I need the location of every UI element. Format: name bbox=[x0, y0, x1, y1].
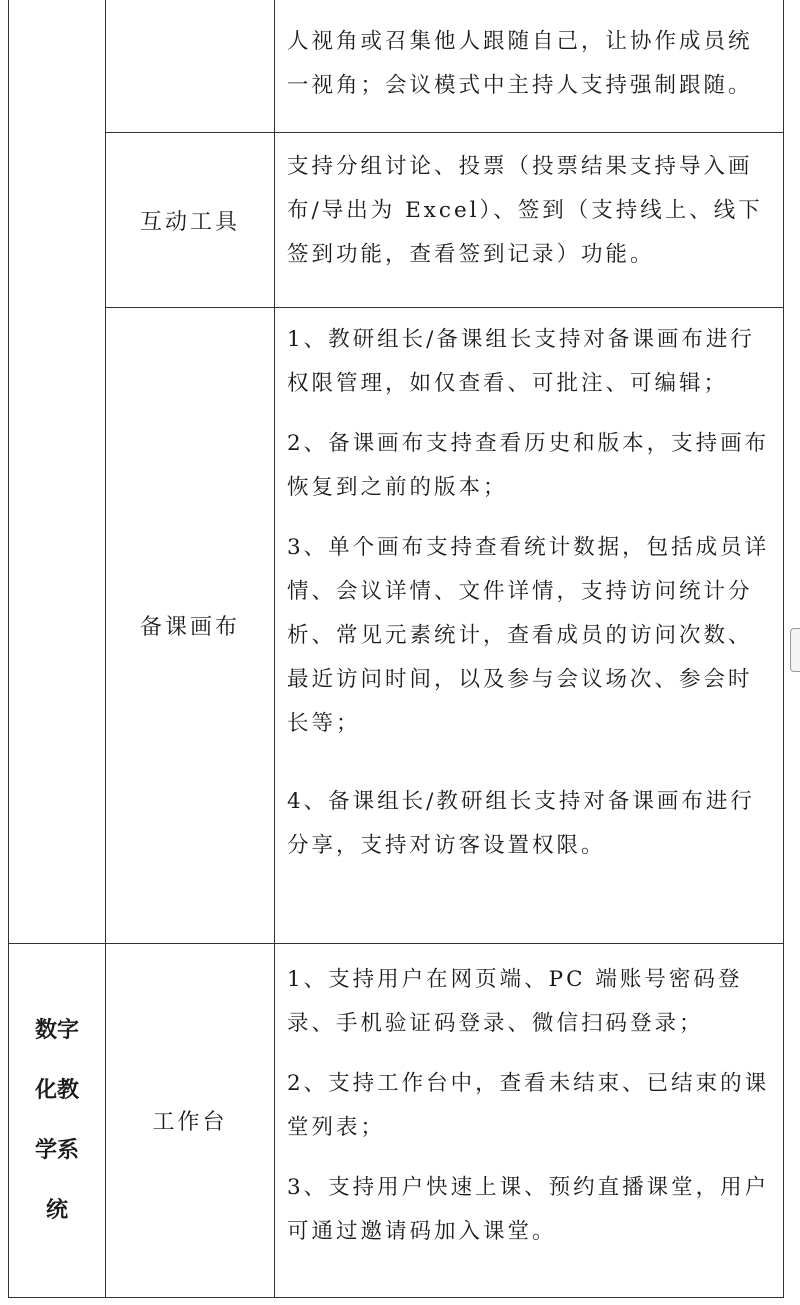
module-label: 数字化教学系统 bbox=[34, 1017, 79, 1223]
table-cell-feature bbox=[106, 308, 274, 943]
paragraph: 人视角或召集他人跟随自己，让协作成员统一视角；会议模式中主持人支持强制跟随。 bbox=[287, 29, 753, 98]
paragraph: 3、支持用户快速上课、预约直播课堂，用户可通过邀请码加入课堂。 bbox=[287, 1175, 770, 1244]
table-cell-description bbox=[275, 20, 783, 108]
table-cell-feature bbox=[106, 133, 274, 307]
table-cell-description bbox=[275, 318, 783, 868]
paragraph: 2、支持工作台中，查看未结束、已结束的课堂列表； bbox=[287, 1071, 770, 1140]
paragraph: 3、单个画布支持查看统计数据，包括成员详情、会议详情、文件详情，支持访问统计分析、常见元素统计，查看成员的访问次数、最近访问时间，以及参与会议场次、参会时长等； bbox=[287, 535, 770, 736]
paragraph: 1、教研组长/备课组长支持对备课画布进行权限管理，如仅查看、可批注、可编辑； bbox=[287, 327, 755, 396]
table-cell-feature bbox=[106, 944, 274, 1297]
paragraph: 支持分组讨论、投票（投票结果支持导入画布/导出为 Excel）、签到（支持线上、线下签到功能，查看签到记录）功能。 bbox=[287, 154, 763, 267]
table-border-bottom bbox=[8, 1297, 784, 1298]
feature-label: 工作台 bbox=[152, 1110, 228, 1135]
scroll-handle[interactable] bbox=[790, 628, 800, 672]
paragraph: 4、备课组长/教研组长支持对备课画布进行分享，支持对访客设置权限。 bbox=[287, 789, 755, 858]
table-cell-description bbox=[275, 958, 783, 1254]
paragraph: 1、支持用户在网页端、PC 端账号密码登录、手机验证码登录、微信扫码登录； bbox=[287, 967, 743, 1036]
feature-label: 备课画布 bbox=[139, 615, 240, 640]
table-border-right bbox=[783, 0, 784, 1298]
table-cell-module bbox=[9, 944, 105, 1297]
table-cell-description bbox=[275, 145, 783, 277]
feature-label: 互动工具 bbox=[139, 209, 240, 235]
paragraph: 2、备课画布支持查看历史和版本，支持画布恢复到之前的版本； bbox=[287, 431, 770, 500]
spec-table bbox=[8, 0, 784, 1298]
